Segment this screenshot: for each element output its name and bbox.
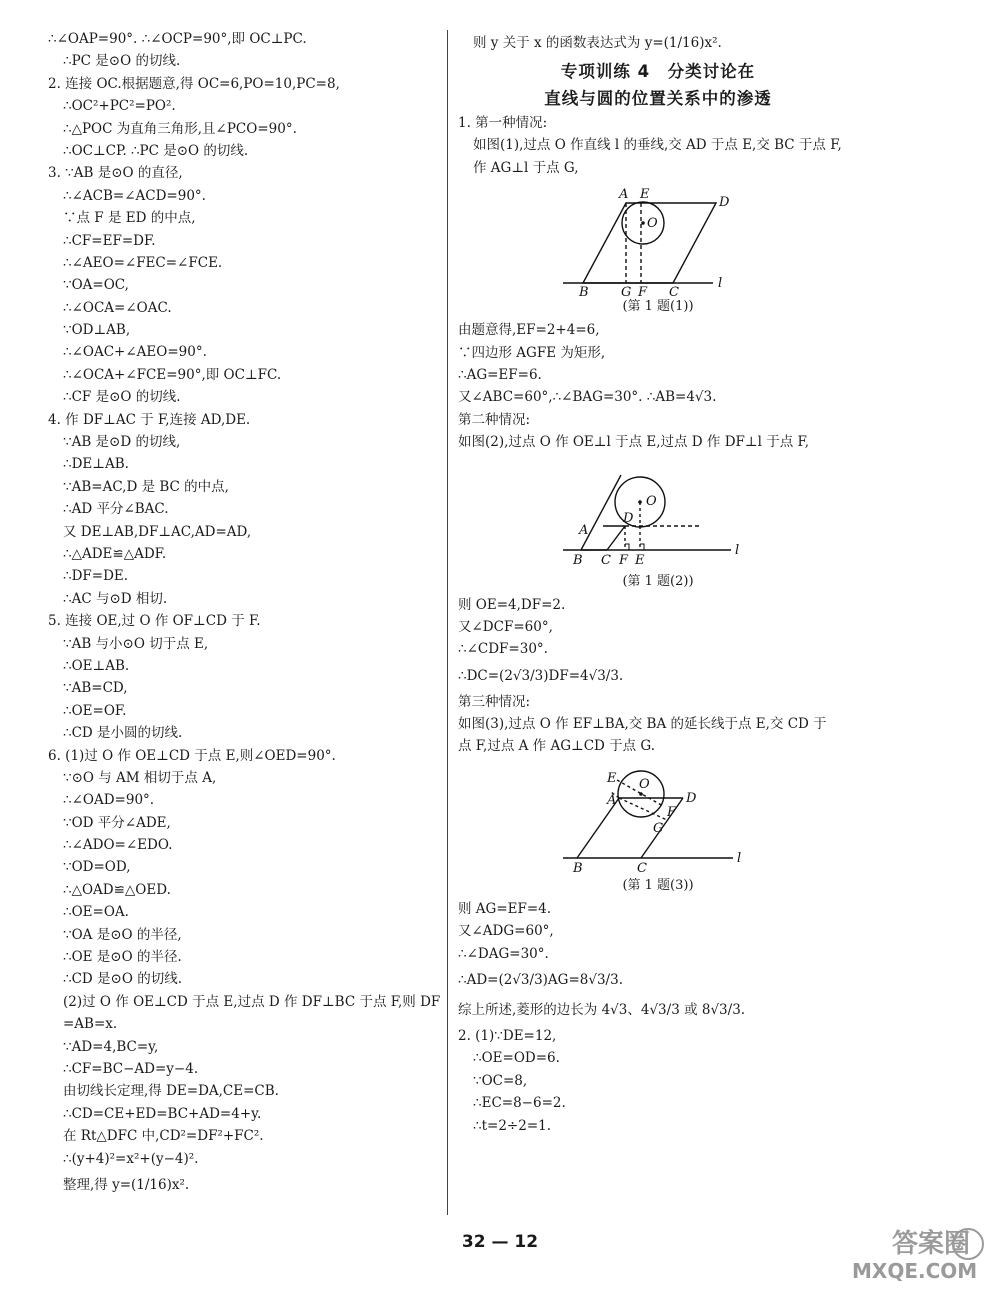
text-line: ∴PC 是⊙O 的切线. xyxy=(63,53,181,70)
text-line: ∴AD 平分∠BAC. xyxy=(63,501,169,518)
text-line: 3. ∵AB 是⊙O 的直径, xyxy=(48,165,183,182)
fig1-label-l: l xyxy=(718,276,723,292)
text-line: ∵AB=AC,D 是 BC 的中点, xyxy=(63,478,229,495)
text-line: ∴OE=OF. xyxy=(63,702,127,719)
fig1-label-G: G xyxy=(621,285,632,298)
text-line: 又∠DCF=60°, xyxy=(458,618,553,635)
text-line: 5. 连接 OE,过 O 作 OF⊥CD 于 F. xyxy=(48,613,261,630)
text-line: 2. (1)∵DE=12, xyxy=(458,1028,557,1045)
fig3-label-O: O xyxy=(639,776,650,792)
fig2-label-E: E xyxy=(635,552,645,568)
text-line: 如图(2),过点 O 作 OE⊥l 于点 E,过点 D 作 DF⊥l 于点 F, xyxy=(458,434,810,451)
watermark-logo xyxy=(792,1222,992,1284)
text-line: ∴t=2÷2=1. xyxy=(473,1117,552,1134)
fig1-label-B: B xyxy=(579,285,589,298)
text-line: ∵⊙O 与 AM 相切于点 A, xyxy=(63,769,217,786)
text-line: ∴DE⊥AB. xyxy=(63,456,129,473)
fig3-label-B: B xyxy=(573,860,583,876)
text-line: 又 DE⊥AB,DF⊥AC,AD=AD, xyxy=(63,523,252,540)
text-line: ∵AB 与小⊙O 切于点 E, xyxy=(63,635,209,652)
text-line: ∴CF 是⊙O 的切线. xyxy=(63,389,181,406)
fig3-label-C: C xyxy=(637,860,647,876)
fig1-label-E: E xyxy=(640,187,650,203)
text-line: ∵OA=OC, xyxy=(63,277,129,294)
figure-1-diagram xyxy=(563,183,753,297)
fig3-label-D: D xyxy=(686,790,697,806)
fig1-label-A: A xyxy=(619,187,629,203)
text-line: ∴CD=CE+ED=BC+AD=4+y. xyxy=(63,1105,262,1122)
text-line: ∴△ADE≌△ADF. xyxy=(63,545,167,562)
text-line: 如图(3),过点 O 作 EF⊥BA,交 BA 的延长线于点 E,交 CD 于 xyxy=(458,716,827,733)
watermark-url: MXQE.COM xyxy=(852,1259,978,1283)
text-line: 则 OE=4,DF=2. xyxy=(458,596,566,613)
fig2-label-l: l xyxy=(735,542,740,558)
right-column xyxy=(458,28,858,1137)
watermark-text: 答案圈 xyxy=(892,1229,971,1259)
text-line: ∴OC²+PC²=PO². xyxy=(63,98,176,115)
text-line: 又∠ABC=60°,∴∠BAG=30°. ∴AB=4√3. xyxy=(458,389,717,406)
text-line: ∴OE=OA. xyxy=(63,904,129,921)
fig2-label-O: O xyxy=(646,493,657,509)
text-line: 由切线长定理,得 DE=DA,CE=CB. xyxy=(63,1083,279,1100)
text-line: ∴∠OAP=90°. ∴∠OCP=90°,即 OC⊥PC. xyxy=(48,31,307,47)
text-line: ∴∠AEO=∠FEC=∠FCE. xyxy=(63,254,223,271)
text-line: ∴∠CDF=30°. xyxy=(458,641,548,658)
text-line: 2. 连接 OC.根据题意,得 OC=6,PO=10,PC=8, xyxy=(48,75,340,92)
text-line: (2)过 O 作 OE⊥CD 于点 E,过点 D 作 DF⊥BC 于点 F,则 DF xyxy=(63,993,441,1010)
text-line: 作 AG⊥l 于点 G, xyxy=(473,159,579,176)
fig3-label-E: E xyxy=(607,770,617,786)
text-line: ∴∠ADO=∠EDO. xyxy=(63,837,173,854)
fig3-label-G: G xyxy=(653,820,664,836)
text-line: ∴AC 与⊙D 相切. xyxy=(63,590,168,607)
figure-2-caption: (第 1 题(2)) xyxy=(622,573,694,589)
text-line: 1. 第一种情况: xyxy=(458,115,548,131)
text-line: 由题意得,EF=2+4=6, xyxy=(458,322,600,339)
figure-1 xyxy=(458,183,858,317)
text-line: ∵点 F 是 ED 的中点, xyxy=(63,210,196,227)
text-line: ∵OD 平分∠ADE, xyxy=(63,814,171,831)
text-line: 第三种情况: xyxy=(458,693,531,710)
fig3-label-A: A xyxy=(607,792,617,808)
text-line: ∴DF=DE. xyxy=(63,568,129,585)
text-line: ∴(y+4)²=x²+(y−4)². xyxy=(63,1150,199,1167)
text-line: ∵OD⊥AB, xyxy=(63,322,131,339)
text-line: ∴EC=8−6=2. xyxy=(473,1095,566,1112)
text-line: ∴AG=EF=6. xyxy=(458,366,542,383)
text-line: ∴△POC 为直角三角形,且∠PCO=90°. xyxy=(63,120,297,137)
figure-2 xyxy=(458,458,858,592)
text-line: ∴△OAD≌△OED. xyxy=(63,881,171,898)
text-line: ∵AB=CD, xyxy=(63,680,128,697)
text-line: ∴AD=(2√3/3)AG=8√3/3. xyxy=(458,972,623,989)
text-line: =AB=x. xyxy=(63,1016,118,1033)
fig1-label-C: C xyxy=(669,285,679,298)
text-line: ∴OE 是⊙O 的半径. xyxy=(63,949,182,966)
text-line: ∴CF=EF=DF. xyxy=(63,232,156,249)
text-line: ∵OC=8, xyxy=(473,1072,528,1089)
text-line: ∴OE=OD=6. xyxy=(473,1050,560,1067)
fig1-label-D: D xyxy=(719,195,730,211)
section-title: 专项训练 4 分类讨论在 xyxy=(560,62,756,81)
fig2-label-D: D xyxy=(623,510,634,526)
left-column xyxy=(48,28,441,1200)
fig3-label-l: l xyxy=(737,850,742,866)
text-line: 4. 作 DF⊥AC 于 F,连接 AD,DE. xyxy=(48,411,251,428)
text-line: 综上所述,菱形的边长为 4√3、4√3/3 或 8√3/3. xyxy=(458,1002,746,1019)
fig1-label-F: F xyxy=(638,285,648,298)
text-line: ∵OA 是⊙O 的半径, xyxy=(63,926,182,943)
text-line: 整理,得 y=(1/16)x². xyxy=(63,1176,190,1193)
text-line: ∴∠OAD=90°. xyxy=(63,792,155,809)
text-line: 如图(1),过点 O 作直线 l 的垂线,交 AD 于点 E,交 BC 于点 F, xyxy=(473,137,842,154)
text-line: ∴∠OCA=∠OAC. xyxy=(63,299,172,316)
fig2-label-C: C xyxy=(601,552,611,568)
figure-1-caption: (第 1 题(1)) xyxy=(622,299,694,315)
text-line: 则 AG=EF=4. xyxy=(458,900,552,917)
fig2-label-A: A xyxy=(579,522,589,538)
text-line: ∴DC=(2√3/3)DF=4√3/3. xyxy=(458,667,624,684)
figure-3 xyxy=(458,762,858,896)
text-line: ∴CF=BC−AD=y−4. xyxy=(63,1060,199,1077)
text-line: ∴∠ACB=∠ACD=90°. xyxy=(63,187,206,204)
text-line: ∴∠OAC+∠AEO=90°. xyxy=(63,344,207,361)
text-line: ∵OD=OD, xyxy=(63,859,131,876)
text-line: ∴CD 是小圆的切线. xyxy=(63,725,183,742)
text-line: 又∠ADG=60°, xyxy=(458,923,554,940)
text-line: ∵AB 是⊙D 的切线, xyxy=(63,434,181,451)
figure-2-diagram xyxy=(563,458,753,572)
text-line: ∵AD=4,BC=y, xyxy=(63,1038,159,1055)
text-line: 在 Rt△DFC 中,CD²=DF²+FC². xyxy=(63,1128,264,1145)
figure-3-diagram xyxy=(563,762,753,876)
fig2-label-B: B xyxy=(573,552,583,568)
column-divider xyxy=(447,30,448,1215)
text-line: ∵四边形 AGFE 为矩形, xyxy=(458,344,606,361)
text-line: ∴∠OCA+∠FCE=90°,即 OC⊥FC. xyxy=(63,366,282,383)
page-number: 32 — 12 xyxy=(461,1232,539,1252)
figure-3-caption: (第 1 题(3)) xyxy=(622,877,694,893)
fig1-label-O: O xyxy=(647,216,658,232)
fig3-label-F: F xyxy=(667,804,677,820)
text-line: ∴OE⊥AB. xyxy=(63,657,130,674)
text-line: ∴OC⊥CP. ∴PC 是⊙O 的切线. xyxy=(63,142,249,159)
text-line: 点 F,过点 A 作 AG⊥CD 于点 G. xyxy=(458,738,656,755)
text-line: 则 y 关于 x 的函数表达式为 y=(1/16)x². xyxy=(473,35,722,51)
text-line: ∴∠DAG=30°. xyxy=(458,945,549,962)
text-line: 6. (1)过 O 作 OE⊥CD 于点 E,则∠OED=90°. xyxy=(48,747,336,764)
text-line: ∴CD 是⊙O 的切线. xyxy=(63,971,182,988)
section-subtitle: 直线与圆的位置关系中的渗透 xyxy=(544,89,772,108)
fig2-label-F: F xyxy=(619,552,629,568)
text-line: 第二种情况: xyxy=(458,411,531,428)
